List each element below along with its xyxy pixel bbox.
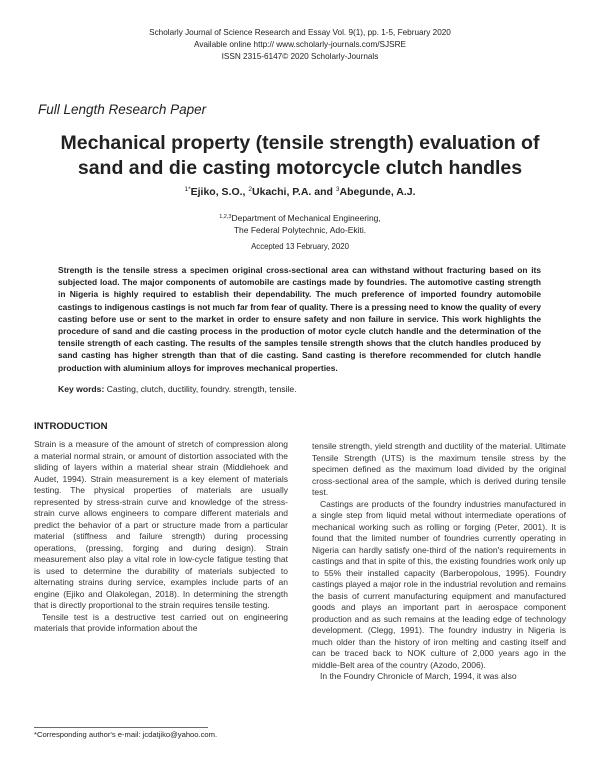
footnote-divider (34, 727, 208, 728)
journal-issn: ISSN 2315-6147© 2020 Scholarly-Journals (221, 52, 379, 61)
paragraph: tensile strength, yield strength and ductility of the material. Ultimate Tensile Strength (UTS) is the maximum tensile stress by the specimen defined as the maximum load divided by the original cross-sectional area of the sample, which is derived during tensile test. (312, 441, 566, 497)
paragraph: Castings are products of the foundry industries manufactured in a single step from liquid metal without intermediate operations of mechanical working such as rolling or forging (Peter, 2001). It is found that the limited number of foundries currently operating in Nigeria can hardly satisfy one-third of the nation's requirements in castings and that in spite of this, the existing foundries work only up to 55% their installed capacity (Barberopolous, 1995). Foundry castings played a major role in the industrial revolution and remains the basis of current manufacturing equipment and manufactured goods and plays an important part in aerospace component production and as such remains at the leading edge of technology development. (Clegg, 1991). The foundry industry in Nigeria is much older than the history of iron melting and casting itself and can be traced back to NOK culture of 2,000 years ago in the middle-Belt area of the country (Azodo, 2006). (312, 498, 566, 670)
left-column (34, 439, 288, 635)
paragraph: Strain is a measure of the amount of stretch of compression along a material normal strain, or amount of distortion associated with the sliding of layers within a material shear strain (Middlehoek and Audet, 1994). Strain measurement is a key element of materials testing. The physical properties of materials are usually represented by stress-strain curve and knowledge of the stress-strain curve allows engineers to compare different materials and predict the behavior of a part or structure made from a particular material (stiffness and failure strength) during processing operations, (pressing, forging and during design). Strain measurement also play a vital role in low-cycle fatigue testing that is used to determine the durability of materials subjected to alternating strains during service, examples include parts of an engine (Ejiko and Olakolegan, 2018). In determining the strength that is directly proportional to the strain requires tensile testing. (34, 439, 288, 610)
accepted-date: Accepted 13 February, 2020 (251, 242, 349, 251)
corresponding-author-footnote: *Corresponding author's e-mail: jcdatjiko@yahoo.com. (34, 730, 218, 739)
journal-url: Available online http:// www.scholarly-journals.com/SJSRE (194, 40, 406, 49)
paper-type: Full Length Research Paper (38, 102, 207, 117)
affiliation (0, 211, 600, 236)
author-3-marker: 3 (335, 186, 340, 193)
keywords-label: Key words: (58, 384, 105, 394)
journal-header (0, 27, 600, 63)
affiliation-marker: 1,2,3 (219, 214, 232, 220)
affiliation-department (0, 211, 600, 224)
author-2-name: Ukachi, P.A. and (252, 186, 336, 198)
affiliation-dept-text: Department of Mechanical Engineering, (231, 213, 381, 223)
author-list (0, 186, 600, 198)
keywords (58, 384, 541, 394)
author-3-name: Abegunde, A.J. (339, 186, 416, 198)
author-1-marker: 1* (184, 186, 191, 193)
paragraph: In the Foundry Chronicle of March, 1994, it was also (320, 671, 517, 681)
author-1-name: Ejiko, S.O., (190, 186, 249, 198)
keywords-text: Casting, clutch, ductility, foundry. strength, tensile. (104, 384, 297, 394)
paper-title: Mechanical property (tensile strength) evaluation of sand and die casting motorcycle clutch handles (60, 132, 540, 179)
section-heading-introduction: INTRODUCTION (34, 421, 108, 432)
author-2-marker: 2 (248, 186, 253, 193)
right-column (312, 441, 566, 683)
abstract: Strength is the tensile stress a specimen original cross-sectional area can withstand without fracturing based on its subjected load. The major components of automobile are castings made by foundries. The automotive casting strength in Nigeria is highly required to establish their dependability. The much preference of imported foundry automobile castings to indigenous castings is not much far from fear of quality. There is a pressing need to know the quality of every casting before use or sent to the market in order to ensure safety and non failure in service. This work highlights the procedure of sand and die casting process in the production of motor cycle clutch handle and the determination of the tensile strength of each casting. The results of the samples tensile strength shows that the clutch handles produced by sand casting has higher strength than that of die casting. Sand casting is therefore recommended for clutch handle production with aluminium alloys for improves mechanical properties. (58, 265, 541, 373)
affiliation-institution: The Federal Polytechnic, Ado-Ekiti. (233, 225, 367, 235)
journal-citation: Scholarly Journal of Science Research and Essay Vol. 9(1), pp. 1-5, February 2020 (149, 28, 451, 37)
paragraph: Tensile test is a destructive test carried out on engineering materials that provide information about the (34, 611, 288, 633)
